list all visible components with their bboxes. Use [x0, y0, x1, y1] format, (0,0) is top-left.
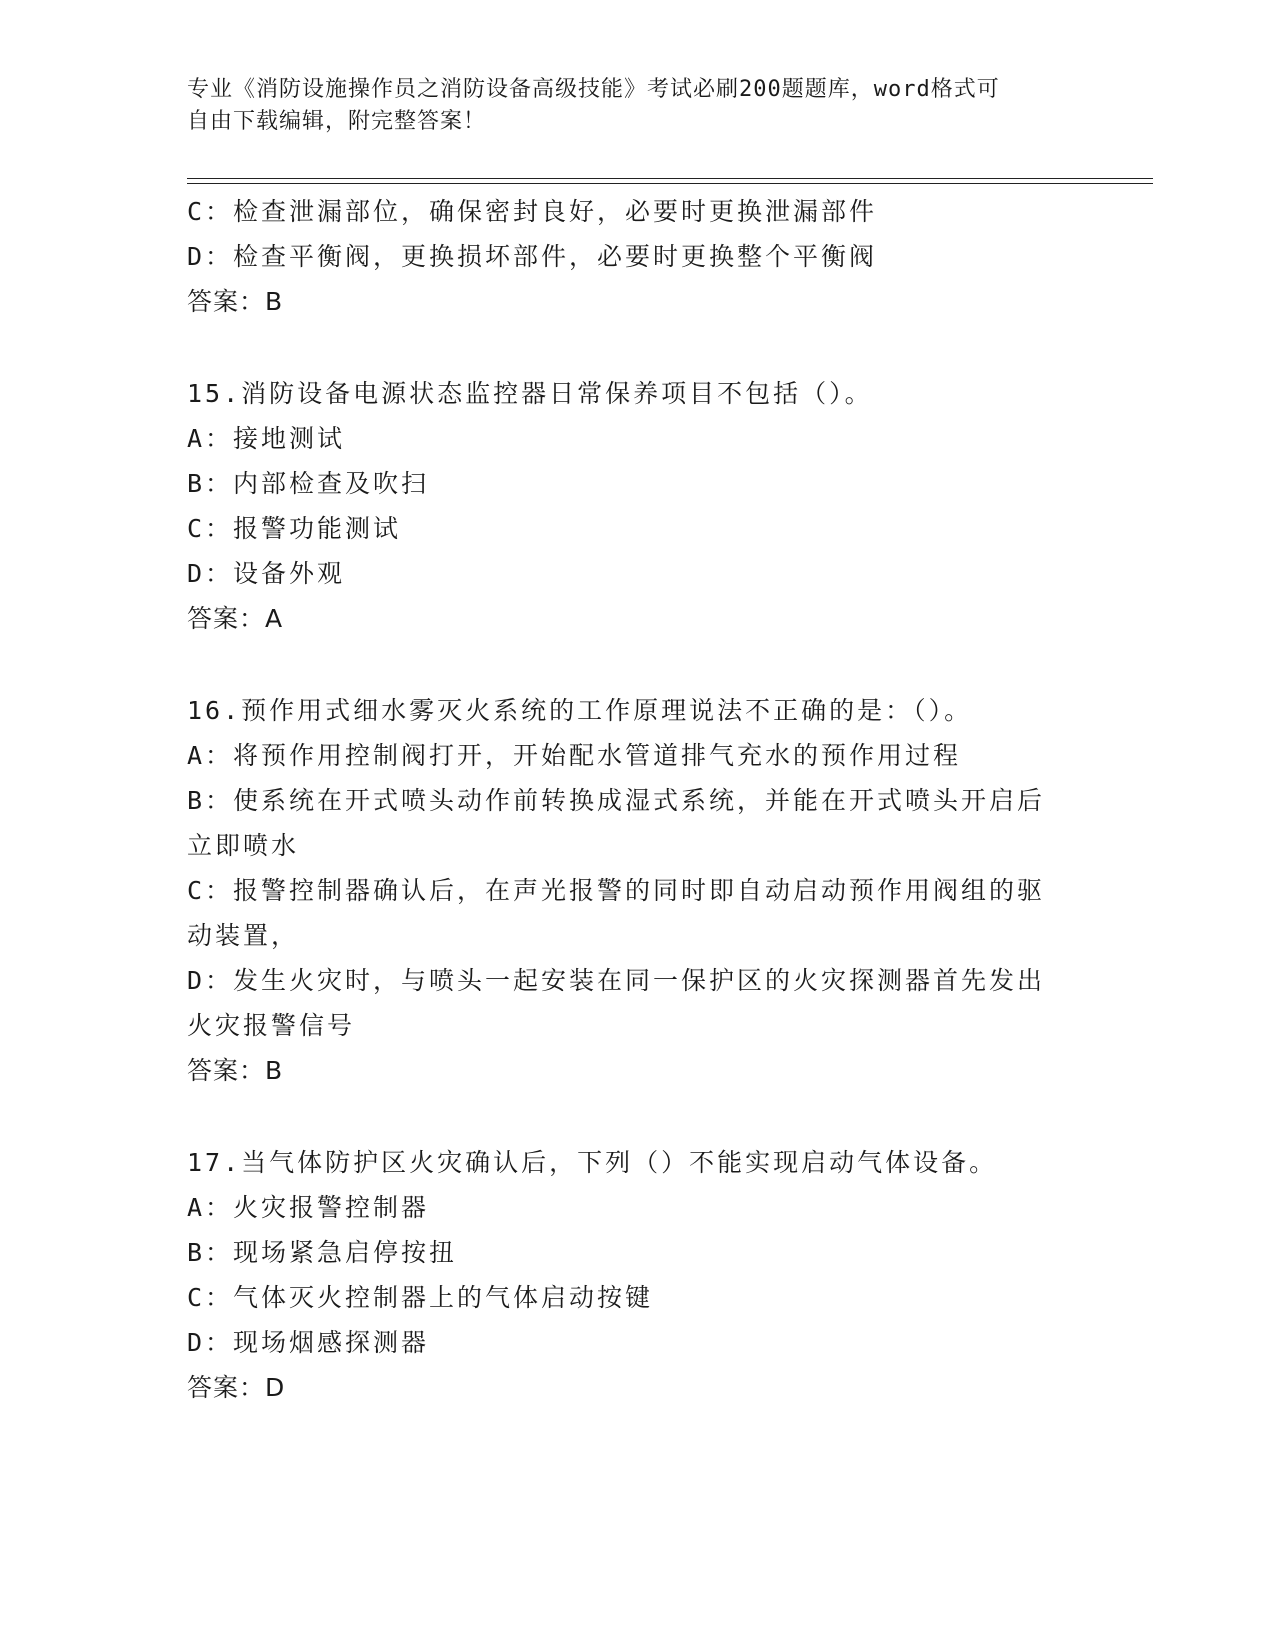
header-line-2: 自由下载编辑，附完整答案！: [187, 109, 487, 134]
question-list: [187, 189, 1067, 1410]
option-d-line-2: 火灾报警信号: [187, 1011, 356, 1040]
option-b: B：内部检查及吹扫: [187, 469, 430, 498]
answer: 答案：D: [187, 1373, 286, 1402]
option-c: C：报警功能测试: [187, 514, 402, 543]
question-14-continued: [187, 189, 1067, 324]
question-text: 17.当气体防护区火灾确认后，下列（）不能实现启动气体设备。: [187, 1148, 998, 1177]
option-c-line-1: C：报警控制器确认后，在声光报警的同时即自动启动预作用阀组的驱: [187, 876, 1046, 905]
answer: 答案：B: [187, 1056, 284, 1085]
option-a: A：接地测试: [187, 424, 346, 453]
answer: 答案：B: [187, 287, 284, 316]
question-text: 16.预作用式细水雾灭火系统的工作原理说法不正确的是：（）。: [187, 696, 973, 725]
option-d: D：设备外观: [187, 559, 346, 588]
question-17: [187, 1140, 1067, 1410]
spacer: [187, 1093, 1067, 1140]
document-header: [187, 74, 1067, 138]
option-d: D：检查平衡阀，更换损坏部件，必要时更换整个平衡阀: [187, 242, 878, 271]
option-a: A：将预作用控制阀打开，开始配水管道排气充水的预作用过程: [187, 741, 962, 770]
option-c: C：气体灭火控制器上的气体启动按键: [187, 1283, 654, 1312]
answer: 答案：A: [187, 604, 284, 633]
option-b: B：现场紧急启停按扭: [187, 1238, 458, 1267]
header-divider-bottom: [187, 183, 1153, 184]
option-d-line-1: D：发生火灾时，与喷头一起安装在同一保护区的火灾探测器首先发出: [187, 966, 1046, 995]
question-16: [187, 688, 1067, 1093]
option-c: C：检查泄漏部位，确保密封良好，必要时更换泄漏部件: [187, 197, 878, 226]
option-b-line-1: B：使系统在开式喷头动作前转换成湿式系统，并能在开式喷头开启后: [187, 786, 1046, 815]
spacer: [187, 324, 1067, 371]
option-b-line-2: 立即喷水: [187, 831, 300, 860]
header-line-1: 专业《消防设施操作员之消防设备高级技能》考试必刷200题题库，word格式可: [187, 77, 1000, 102]
spacer: [187, 641, 1067, 688]
option-c-line-2: 动装置，: [187, 921, 300, 950]
option-d: D：现场烟感探测器: [187, 1328, 430, 1357]
question-text: 15.消防设备电源状态监控器日常保养项目不包括（）。: [187, 379, 873, 408]
question-15: [187, 371, 1067, 641]
header-divider-top: [187, 178, 1153, 179]
option-a: A：火灾报警控制器: [187, 1193, 430, 1222]
